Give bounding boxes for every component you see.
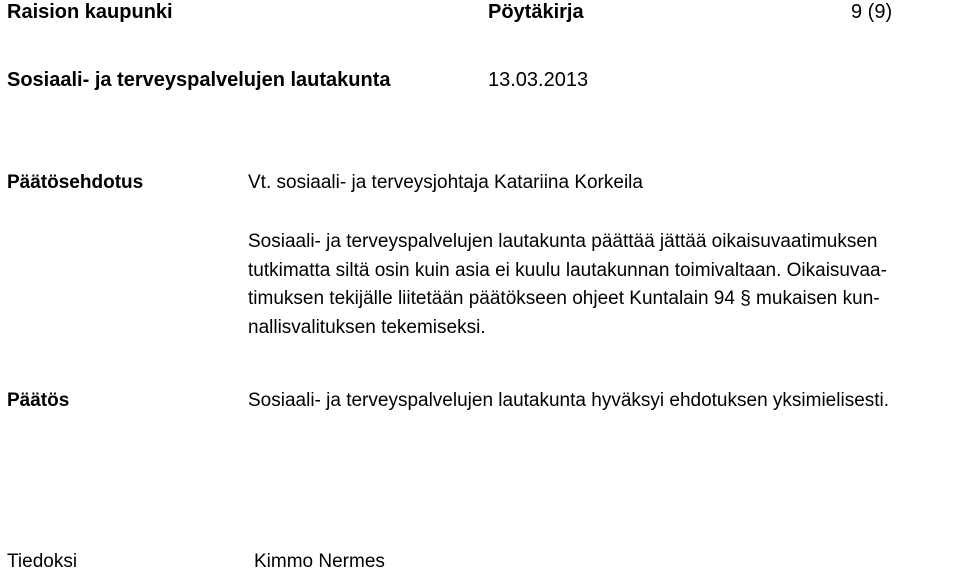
- proposal-line: tutkimatta siltä osin kuin asia ei kuulu lautakunnan toimivaltaan. Oikaisuvaa-: [248, 259, 887, 281]
- organization-name: Raision kaupunki: [7, 1, 173, 23]
- proposal-line: nallisvalituksen tekemiseksi.: [248, 316, 486, 338]
- distribution-recipient: Kimmo Nermes: [254, 551, 385, 572]
- proposal-paragraph: [248, 228, 948, 342]
- proposal-label: Päätösehdotus: [7, 172, 144, 193]
- decision-label: Päätös: [7, 390, 70, 411]
- proposer-line: Vt. sosiaali- ja terveysjohtaja Katariina Korkeila: [248, 172, 643, 193]
- distribution-label: Tiedoksi: [7, 551, 78, 572]
- decision-text: Sosiaali- ja terveyspalvelujen lautakunta hyväksyi ehdotuksen yksimielisesti.: [248, 390, 890, 411]
- page-number: 9 (9): [851, 1, 893, 23]
- committee-name: Sosiaali- ja terveyspalvelujen lautakunta: [7, 69, 391, 91]
- proposal-line: timuksen tekijälle liitetään päätökseen ohjeet Kuntalain 94 § mukaisen kun-: [248, 288, 880, 309]
- meeting-date: 13.03.2013: [488, 69, 589, 91]
- proposal-line: Sosiaali- ja terveyspalvelujen lautakunta päättää jättää oikaisuvaatimuksen: [248, 231, 878, 252]
- document-type: Pöytäkirja: [488, 1, 584, 23]
